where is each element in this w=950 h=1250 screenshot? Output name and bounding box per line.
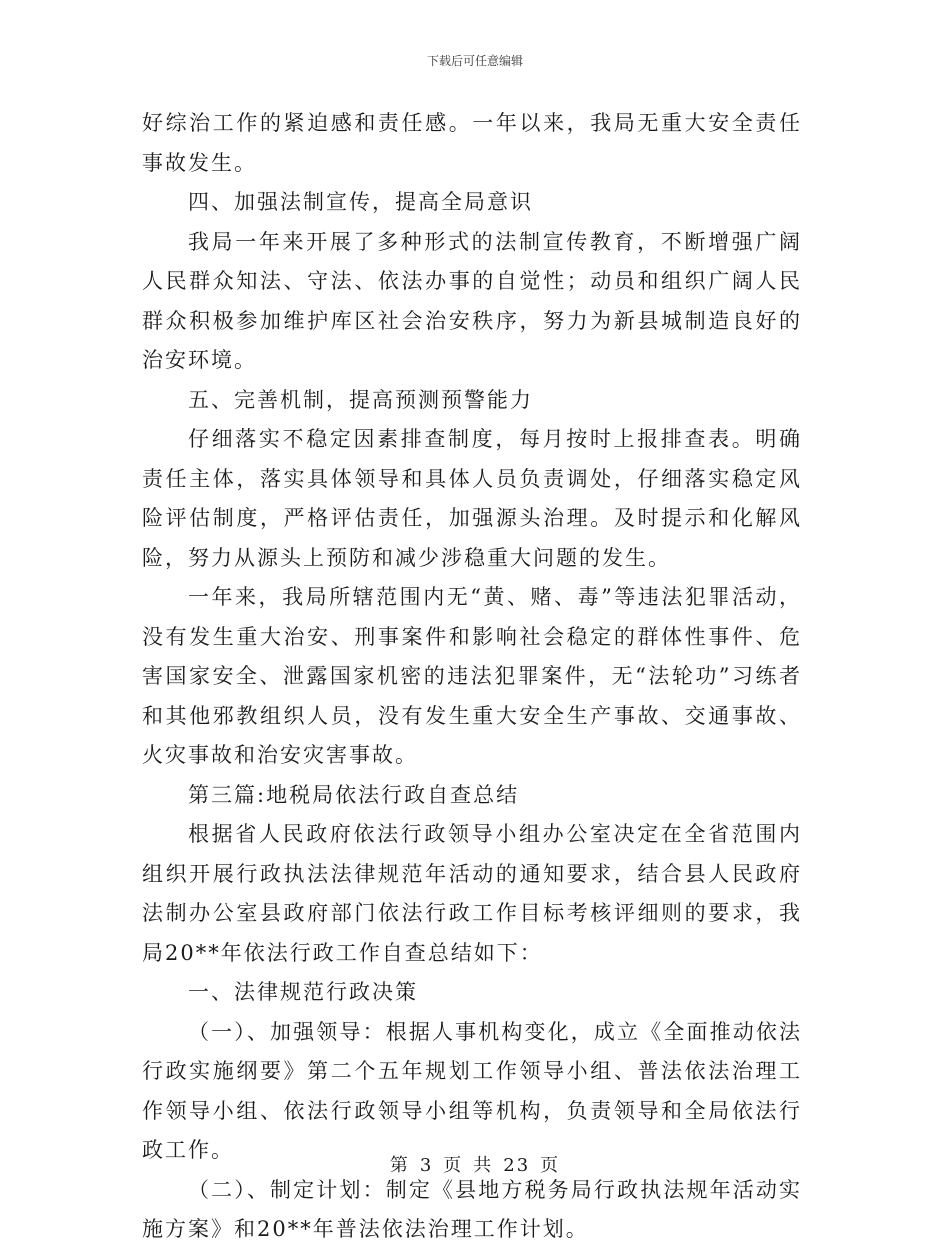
section-heading: 五、完善机制，提高预测预警能力 (188, 387, 533, 412)
paragraph-continued: 好综治工作的紧迫感和责任感。一年以来，我局无重大安全责任事故发生。 (142, 111, 802, 175)
paragraph: 一年来，我局所辖范围内无“黄、赌、毒”等违法犯罪活动，没有发生重大治安、刑事案件和影响社会稳定的群体性事件、危害国家安全、泄露国家机密的违法犯罪案件，无“法轮功”习练者和其他邪教组织人员，没有发生重大安全生产事故、交通事故、火灾事故和治安灾害事故。 (142, 585, 802, 767)
paragraph: （一）、加强领导：根据人事机构变化，成立《全面推动依法行政实施纲要》第二个五年规划工作领导小组、普法依法治理工作领导小组、依法行政领导小组等机构，负责领导和全局依法行政工作。 (142, 1019, 802, 1162)
document-body (142, 104, 802, 1250)
footer-prefix: 第 (389, 1155, 410, 1176)
paragraph: 根据省人民政府依法行政领导小组办公室决定在全省范围内组织开展行政执法法律规范年活动的通知要求，结合县人民政府法制办公室县政府部门依法行政工作目标考核评细则的要求，我局20**年依法行政工作自查总结如下： (142, 822, 802, 965)
footer-total-word: 共 (473, 1155, 494, 1176)
page-number: 3 (419, 1155, 434, 1176)
paragraph: 我局一年来开展了多种形式的法制宣传教育，不断增强广阔人民群众知法、守法、依法办事的自觉性；动员和组织广阔人民群众积极参加维护库区社会治安秩序，努力为新县城制造良好的治安环境。 (142, 229, 802, 372)
paragraph: 仔细落实不稳定因素排查制度，每月按时上报排查表。明确责任主体，落实具体领导和具体人员负责调处，仔细落实稳定风险评估制度，严格评估责任，加强源头治理。及时提示和化解风险，努力从源头上预防和减少涉稳重大问题的发生。 (142, 427, 802, 570)
footer-page-word: 页 (443, 1155, 464, 1176)
footer-suffix: 页 (540, 1155, 561, 1176)
page-footer (0, 1151, 950, 1177)
section-heading: 四、加强法制宣传，提高全局意识 (188, 190, 533, 214)
paragraph: （二）、制定计划：制定《县地方税务局行政执法规年活动实施方案》和20**年普法依法治理工作计划。 (142, 1177, 802, 1241)
article-title: 第三篇:地税局依法行政自查总结 (188, 782, 520, 807)
section-heading: 一、法律规范行政决策 (188, 980, 418, 1004)
total-pages: 23 (503, 1155, 531, 1176)
page-header: 下载后可任意编辑 (426, 54, 523, 68)
